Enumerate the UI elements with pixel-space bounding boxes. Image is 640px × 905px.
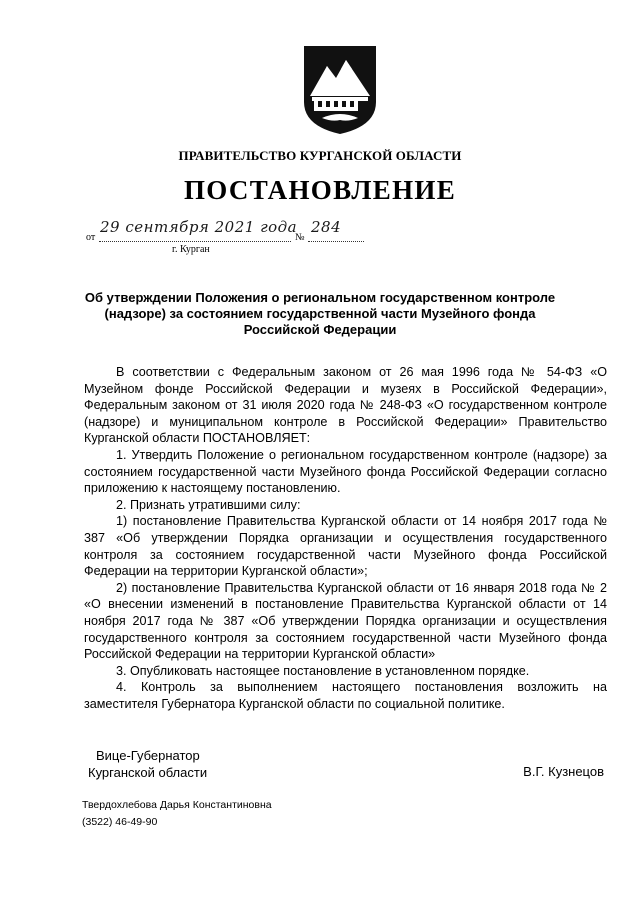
document-subject-title xyxy=(80,290,560,338)
document-type-title: ПОСТАНОВЛЕНИЕ xyxy=(183,175,456,205)
number-label: № xyxy=(295,232,305,243)
organization-name: ПРАВИТЕЛЬСТВО КУРГАНСКОЙ ОБЛАСТИ xyxy=(178,148,462,163)
signatory-name: В.Г. Кузнецов xyxy=(523,764,604,779)
place-label: г. Курган xyxy=(172,244,210,255)
item-2-1-paragraph: 1) постановление Правительства Курганской области от 14 ноября 2017 года № 387 «Об утверждении Порядка организации и осуществления государственного контроля за состоянием государственной части Музейного фонда Российской Федерации на территории Курганской области»; xyxy=(84,514,607,579)
title-line: Российской Федерации xyxy=(243,322,397,337)
executor-phone: (3522) 46-49-90 xyxy=(82,816,158,828)
date-from-label: от xyxy=(86,232,96,243)
handwritten-date: 29 сентября 2021 года xyxy=(100,218,298,236)
item-4-paragraph: 4. Контроль за выполнением настоящего постановления возложить на заместителя Губернатора Курганской области по социальной политике. xyxy=(84,680,607,711)
executor-info xyxy=(82,797,272,831)
title-line: Об утверждении Положения о региональном государственном контроле xyxy=(84,290,556,305)
handwritten-number: 284 xyxy=(311,218,342,236)
item-2-2-paragraph: 2) постановление Правительства Курганской области от 16 января 2018 года № 2 «О внесении изменений в постановление Правительства Курганской области от 14 ноября 2017 года № 387 «Об утверждении Порядка организации и осуществления государственного контроля за состоянием государственной части Музейного фонда Российской Федерации на территории Курганской области» xyxy=(84,580,607,662)
title-line: (надзоре) за состоянием государственной части Музейного фонда xyxy=(104,306,536,321)
date-number-line xyxy=(86,218,366,266)
document-body xyxy=(84,364,607,712)
signatory-position xyxy=(88,748,207,781)
preamble-paragraph: В соответствии с Федеральным законом от 26 мая 1996 года № 54-ФЗ «О Музейном фонде Российской Федерации и музеях в Российской Федерации», Федеральным законом от 31 июля 2020 года № 248-ФЗ «О государственном контроле (надзоре) и муниципальном контроле в Российской Федерации» Правительство Курганской области ПОСТАНОВЛЯЕТ: xyxy=(84,365,607,446)
number-underline xyxy=(308,241,364,242)
position-line: Курганской области xyxy=(88,764,208,780)
executor-name: Твердохлебова Дарья Константиновна xyxy=(82,799,272,811)
coat-of-arms-icon xyxy=(300,44,380,136)
item-2-paragraph: 2. Признать утратившими силу: xyxy=(116,497,301,512)
position-line: Вице-Губернатор xyxy=(96,748,200,763)
item-3-paragraph: 3. Опубликовать настоящее постановление в установленном порядке. xyxy=(116,663,530,678)
item-1-paragraph: 1. Утвердить Положение о региональном государственном контроле (надзоре) за состоянием государственной части Музейного фонда Российской Федерации согласно приложению к настоящему постановлению. xyxy=(84,447,607,496)
date-underline xyxy=(99,241,291,242)
